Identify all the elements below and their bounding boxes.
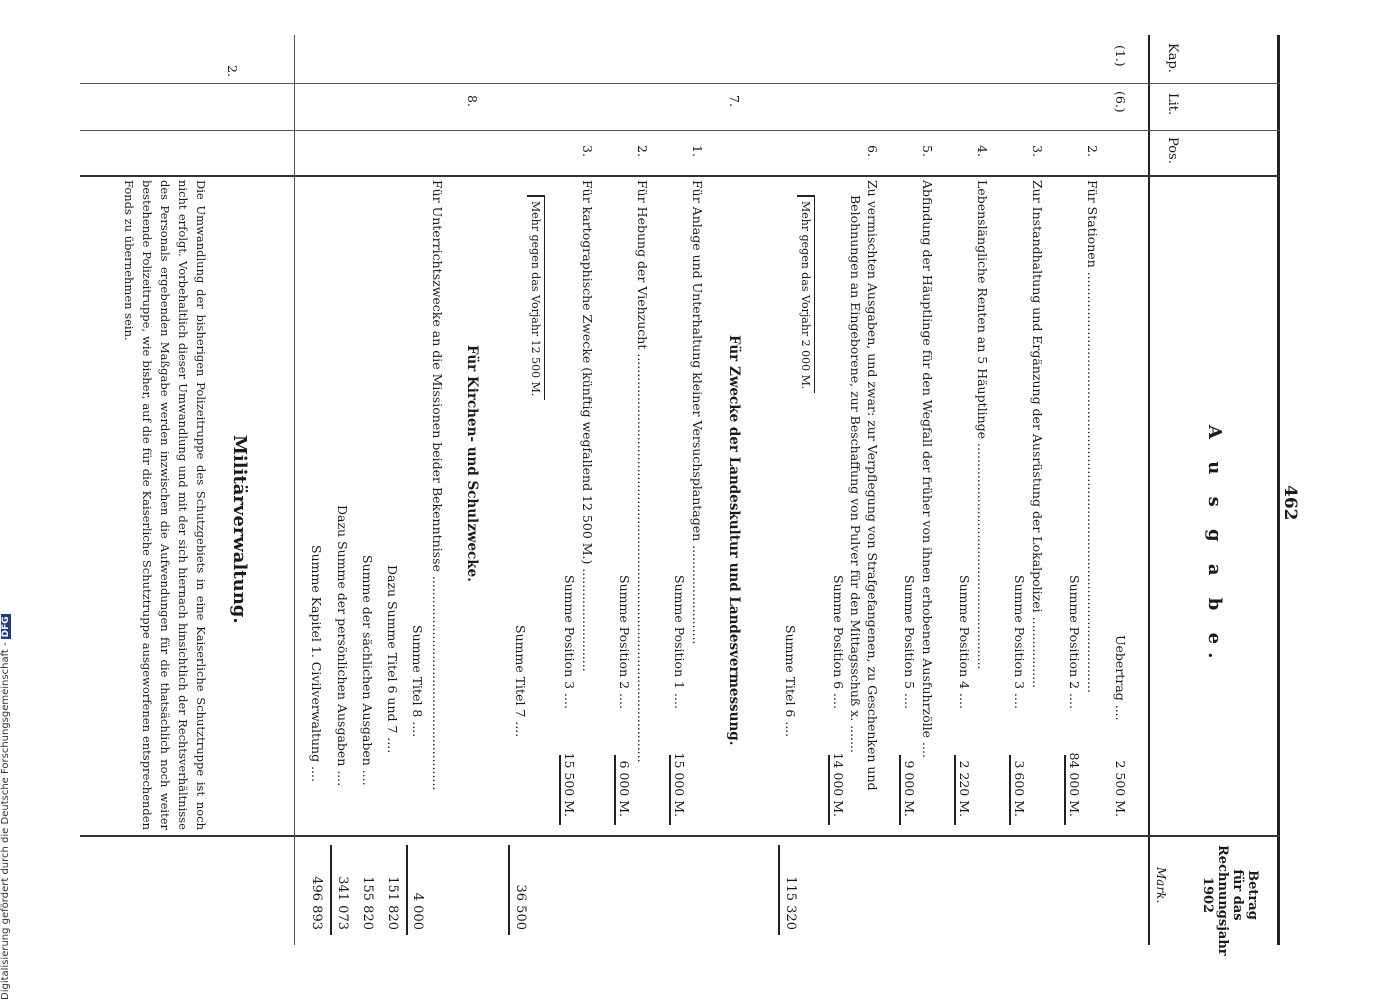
position-label: Für Hebung der Viehzucht ....................................................................................................... [635,180,650,763]
lit-number: 7. [727,95,742,107]
titel-sum-label: Summe Titel 7 .... [513,625,528,738]
position-sum-label: Summe Position 2 .... [1067,575,1082,709]
pos-number: 5. [920,145,935,157]
titel-rule [778,845,780,935]
sum-rule [828,755,830,825]
position-amount: 6 000 M. [617,760,632,817]
header-ausgabe: A u s g a b e. [1204,425,1225,667]
pos-number: 2. [1085,145,1100,157]
total-label: Summe Titel 8 .... [410,625,425,738]
uebertrag-amount: 2 500 M. [1113,760,1128,817]
total-amount: 4 000 [410,892,425,930]
military-note: Die Umwandlung der bisherigen Polizeitruppe des Schutzgebiets in eine Kaiserliche Schutztruppe ist noch nicht erfolgt. Vorbehaltlich dieser Umwandlung und mit der sich hiernach hinsichtlich der Rechtsverhältnisse des Personals ergebenden Maßgabe werden inzwischen die Aufwendungen für die thatsächlich noch weiter bestehende Polizeitruppe, wie bisher, auf die für die Kaiserliche Schutztruppe ausgeworfenen entsprechenden Fonds zu übernehmen sein. [122,180,208,830]
kap-column-rule [80,83,1280,84]
mehr-note: Mehr gegen das Vorjahr 12 500 M. [527,195,545,400]
position-sum-label: Summe Position 6 .... [831,575,846,709]
sum-rule [1064,755,1066,825]
header-kap: Kap. [1165,43,1180,73]
position-label: Für Stationen .......................................................................................................... [1085,180,1100,693]
section-heading: Für Kirchen- und Schulzwecke. [464,345,480,582]
titel-rule [508,845,510,935]
amount-column-rule [80,835,1280,837]
sum-rule [899,755,901,825]
position-amount: 9 000 M. [902,760,917,817]
section-divider [294,35,295,945]
header-betrag: Betrag für das Rechnungsjahr 1902 [1200,845,1260,956]
kap-number: 2. [225,65,240,77]
pos-number: 3. [580,145,595,157]
titel-amount: 115 320 [783,876,798,930]
position-sum-label: Summe Position 3 .... [1012,575,1027,709]
total-amount: 155 820 [360,876,375,930]
total-label: Summe Kapitel 1. Civilverwaltung .... [309,545,324,782]
total-label: Summe der sächlichen Ausgaben .... [360,555,375,786]
dfg-logo: DFG [1,616,11,638]
total-amount: 341 073 [335,876,350,930]
sum-rule [669,755,671,825]
position-sum-label: Summe Position 2 .... [617,575,632,709]
position-label: Für Unterrichtszwecke an die Missionen beider Bekenntnisse ...................................................... [430,180,445,791]
position-label: Lebenslängliche Renten an 5 Häuptlinge ......................................................... [975,180,990,670]
total-label: Dazu Summe Titel 6 und 7 .... [385,565,400,754]
position-label: Für kartographische Zwecke (künftig wegfallend 12 500 M.) .......................... [580,180,595,672]
pos-number: 6. [865,145,880,157]
section-heading: Für Zwecke der Landeskultur und Landesvermessung. [726,335,742,746]
total-rule [406,845,408,935]
header-pos: Pos. [1165,137,1180,164]
position-sum-label: Summe Position 5 .... [902,575,917,709]
header-rule [1148,35,1150,945]
position-amount: 14 000 M. [831,752,846,817]
position-amount: 3 600 M. [1012,760,1027,817]
position-label-cont: Belohnungen an Eingeborene, zur Beschaffung von Pulver für den Mittagsschuß x. ....... [848,195,863,754]
total-amount: 496 893 [309,876,324,930]
position-amount: 15 500 M. [562,752,577,817]
total-label: Dazu Summe der persönlichen Ausgaben .... [335,505,350,787]
pos-number: 4. [975,145,990,157]
sidebar-credit: Digitalisierung gefördert durch die Deutsche Forschungsgemeinschaft -DFG [0,616,11,1000]
titel-sum-label: Summe Titel 6 .... [783,625,798,738]
sum-rule [954,755,956,825]
position-sum-label: Summe Position 1 .... [672,575,687,709]
pos-number: 1. [690,145,705,157]
header-lit: Lit. [1165,93,1180,116]
position-label: Zu vermischten Ausgaben, und zwar: zur Verpflegung von Strafgefangenen, zu Geschenken und [865,180,880,791]
pos-number: 3. [1030,145,1045,157]
position-label: Für Anlage und Unterhaltung kleiner Versuchsplantagen ......................... [690,180,705,645]
position-amount: 84 000 M. [1067,752,1082,817]
total-amount: 151 820 [385,876,400,930]
position-sum-label: Summe Position 3 .... [562,575,577,709]
top-rule [1277,35,1280,945]
lit-ref: (6.) [1113,91,1128,113]
kap-ref: (1.) [1113,45,1128,67]
pos-number: 2. [635,145,650,157]
lit-number: 8. [465,95,480,107]
titel-amount: 36 500 [513,884,528,930]
mehr-note: Mehr gegen das Vorjahr 2 000 M. [797,195,815,393]
position-label: Abfindung der Häuptlinge für den Wegfall der früher von ihnen erhobenen Ausfuhrzölle .... [920,180,935,758]
sum-rule [559,755,561,825]
uebertrag-label: Uebertrag .... [1113,635,1128,721]
sum-rule [1009,755,1011,825]
rotated-page [80,35,1300,965]
position-amount: 15 000 M. [672,752,687,817]
position-amount: 2 220 M. [957,760,972,817]
pos-column-rule [80,175,1280,177]
total-rule [330,845,332,935]
position-label: Zur Instandhaltung und Ergänzung der Ausrüstung der Lokalpolizei .................. [1030,180,1045,689]
sum-rule [614,755,616,825]
position-sum-label: Summe Position 4 .... [957,575,972,709]
header-mark: Mark. [1154,867,1168,904]
military-heading: Militärverwaltung. [229,435,250,624]
lit-column-rule [80,130,1280,131]
page-number: 462 [1280,485,1300,521]
